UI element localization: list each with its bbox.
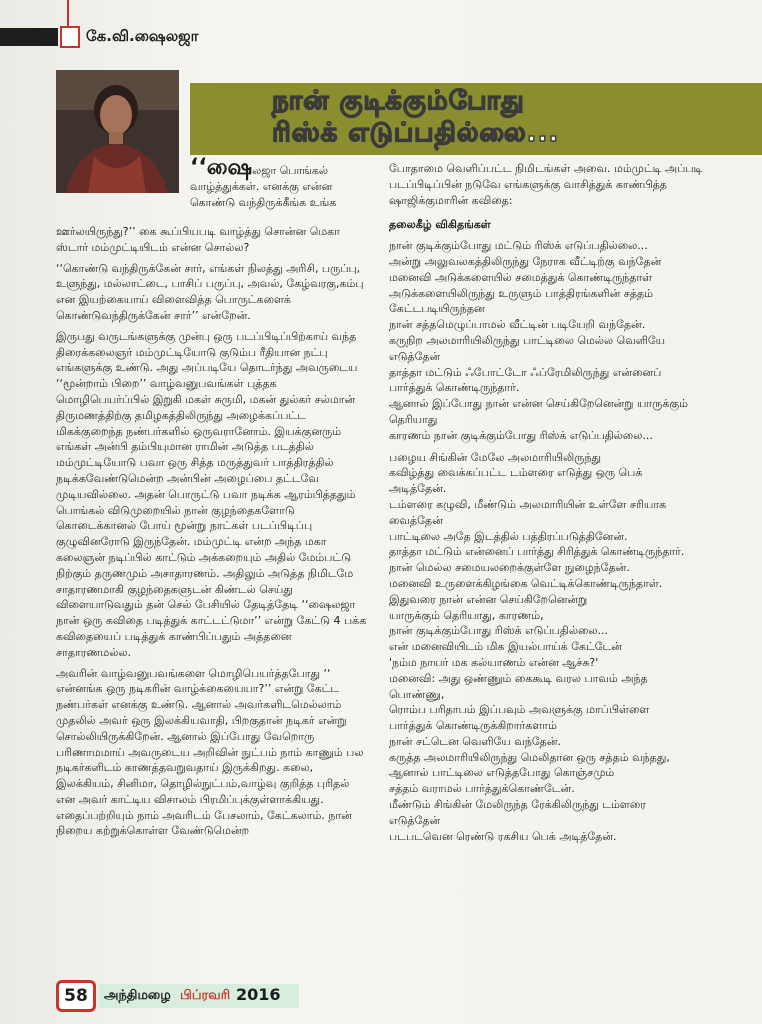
poem-line: ஆனால் பாட்டிலை எடுத்தபோது கொஞ்சமும்: [389, 766, 615, 780]
poem-line: பாட்டிலை அதே இடத்தில் பத்திரப்படுத்தினேன்.: [389, 529, 628, 543]
poem-line: கேட்டபடியிருந்தன: [389, 302, 485, 316]
poem-line: கவிழ்த்து வைக்கப்பட்ட டம்ளரை எடுத்து ஒரு பெக்: [389, 466, 643, 480]
poem-line: இதுவரை நான் என்ன செய்கிறேனென்று: [389, 592, 588, 606]
left-paragraph: ‘‘கொண்டு வந்திருக்கேன் சார், எங்கள் நிலத்து அரிசி, பருப்பு, உளுந்து, மல்லாட்டை, பாசிப் பருப்பு, அவல், கேழ்வரகு,கம்பு என இயற்கையாய் விளைவித்த பொருட்களைக் கொண்டுவந்திருக்கேன் சார்’’ என்றேன்.: [56, 261, 364, 322]
poem-line: தெரியாது: [389, 412, 438, 426]
title-line-1: நான் குடிக்கும்போது: [272, 86, 525, 116]
magazine-name: அந்திமழை: [104, 988, 171, 1003]
issue-year: 2016: [236, 985, 281, 1004]
poem-line: பழைய சிங்கின் மேலே அலமாரியிலிருந்து: [389, 450, 602, 464]
author-marker-line: [67, 0, 69, 26]
left-paragraph: இருபது வருடங்களுக்கு முன்பு ஒரு படப்பிடிப்பிற்காய் வந்த திரைக்கலைஞர் மம்முட்டியோடு குடும்ப ரீதியான நட்பு எங்களுக்கு உண்டு. அது அப்படியே தொடர்ந்து அவருடைய ‘‘மூன்றாம் பிறை’’ வாழ்வனுபவங்கள் புத்தக மொழிபெயர்ப்பில் இறுகி மகள் சுருமி, மகன் துல்கர் சல்மான் திருமணத்திற்கு தமிழகத்திலிருந்து அழைக்கப்பட்ட மிகக்குறைந்த நண்பர்களில் ஒருவரானோம். இயக்குனரும் எங்கள் அன்பி தம்பியுமான ராமின் அடுத்த படத்தில் மம்முட்டியோடு பவா ஒரு சித்த மருத்துவர் பாத்திரத்தில் நடிக்கவேண்டுமென்ற அன்பின் அழைப்பை தட்டவே முடியவில்லை. அதன் பொருட்டு பவா நடிக்க ஆரம்பித்ததும் பொங்கல் விடுமுறையில் நான் குழந்தைகளோடு கொடைக்கானல் போய் மூன்று நாட்கள் படப்பிடிப்பு குழுவினரோடு இருந்தேன். மம்முட்டி என்ற அந்த மகா கலைஞன் நடிப்பில் காட்டும் அக்கறையும் அதில் மேம்பட்டு நிற்கும் தருணமும் அசாதாரணம். அதிலும் அடுத்த நிமிடமே சாதாரணமாகி குழந்தைகளுடன் கிண்டல் செய்து விளையாடுவதும் தன் செல் பேசியில் தேடித்தேடி ‘‘ஷைலஜா நான் ஒரு கவிதை படித்துக் காட்டட்டுமா’’ என்று கேட்டு 4 பக்க கவிதையைப் படித்துக் காண்பிப்பதும் அத்தனை சாதாரணமல்ல.: [56, 329, 367, 659]
poem-line: அடுக்களையிலிருந்து உருளும் பாத்திரங்களின் சத்தம்: [389, 286, 654, 300]
poem-line: நான் சத்தமெழுப்பாமல் வீட்டின் படியேறி வந்தேன்.: [389, 318, 646, 332]
poem-line: 'நம்ம நாயர் மக கல்யாணம் என்ன ஆச்சு?': [389, 655, 599, 669]
intro-text: லஜா பொங்கல் வாழ்த்துக்கள். எனக்கு என்ன கொண்டு வந்திருக்கீங்க உங்க: [190, 164, 337, 209]
poem-line: பார்த்துக் கொண்டிருக்கிறார்களாம்: [389, 719, 557, 733]
page-number: 58: [56, 980, 96, 1012]
poem-line: எடுத்தேன்: [389, 349, 441, 363]
poem-line: டம்ளரை கழுவி, மீண்டும் அலமாரியின் உள்ளே சரியாக: [389, 497, 667, 511]
poem-line: பார்த்துக் கொண்டிருந்தார்.: [389, 381, 520, 395]
poem-line: யாருக்கும் தெரியாது, காரணம்,: [389, 608, 544, 622]
author-marker-box: [60, 26, 80, 48]
poem-line: மனைவி: அது ஒண்ணும் கைகூடி வரல பாவம் அந்த: [389, 671, 648, 685]
dropcap: ‘‘ஷை: [190, 155, 253, 180]
poem-line: நான் குடிக்கும்போது ரிஸ்க் எடுப்பதில்லை...: [389, 624, 609, 638]
poem-line: பொண்ணு,: [389, 687, 445, 701]
poem-line: நான் குடிக்கும்போது மட்டும் ரிஸ்க் எடுப்பதில்லை...: [389, 239, 648, 253]
poem-line: கருநிற அலமாரியிலிருந்து பாட்டிலை மெல்ல வெளியே: [389, 333, 666, 347]
poem-line: மீண்டும் சிங்கின் மேலிருந்த ரேக்கிலிருந்து டம்ளரை: [389, 798, 646, 812]
poem-line: காரணம் நான் குடிக்கும்போது ரிஸ்க் எடுப்பதில்லை...: [389, 428, 653, 442]
left-paragraph: அவரின் வாழ்வனுபவங்களை மொழிபெயர்த்தபோது ‘‘ என்னங்க ஒரு நடிகரின் வாழ்க்கையையா?’’ என்று கேட்ட நண்பர்கள் எனக்கு உண்டு. ஆனால் அவர்களிடமெல்லாம் முதலில் அவர் ஒரு இலக்கியவாதி, பிறகுதான் நடிகர் என்று சொல்லியிருக்கிறேன். ஆனால் இப்போது வேறொரு பரிணாமமாய் அவருடைய அறிவின் நுட்பம் நாம் காணும் பல நடிகர்களிடம் காணத்தவறுவதாய் இருக்கிறது. கலை, இலக்கியம், சினிமா, தொழில்நுட்பம்,வாழ்வு குறித்த புரிதல் என அவர் காட்டிய விசாலம் பிரமிப்புக்குள்ளாக்கியது. எதைப்பற்றியும் நாம் அவரிடம் பேசலாம், கேட்கலாம். நான் நிறைய கற்றுக்கொள்ள வேண்டுமென்ற: [56, 666, 364, 838]
poem-line: படபடவென ரெண்டு ரகசிய பெக் அடித்தேன்.: [389, 829, 617, 843]
intro-paragraph: [190, 155, 360, 210]
poem-line: சத்தம் வராமல் பார்த்துக்கொண்டேன்.: [389, 782, 575, 796]
poem-line: நான் மெல்ல சமையலறைக்குள்ளே நுழைந்தேன்.: [389, 561, 630, 575]
poem-line: ரொம்ப பரிதாபம் இப்பவும் அவளுக்கு மாப்பிள்ளை: [389, 703, 650, 717]
poem-heading: தலைகீழ் விகிதங்கள்: [389, 218, 491, 232]
author-photo: [56, 70, 179, 193]
poem-line: நான் சட்டென வெளியே வந்தேன்.: [389, 734, 562, 748]
poem-line: என் மனைவியிடம் மிக இயல்பாய்க் கேட்டேன்: [389, 640, 622, 654]
poem: [389, 238, 724, 844]
author-bar: [0, 28, 58, 46]
right-column: [389, 161, 724, 844]
poem-line: வைத்தேன்: [389, 513, 443, 527]
poem-line: ஆனால் இப்போது நான் என்ன செய்கிறேனென்று யாருக்கும்: [389, 397, 688, 411]
poem-line: கருத்த அலமாரியிலிருந்து மெலிதான ஒரு சத்தம் வந்தது,: [389, 750, 670, 764]
poem-line: அடித்தேன்.: [389, 482, 447, 496]
poem-line: எடுத்தேன்: [389, 813, 441, 827]
poem-line: அன்று அலுவலகத்திலிருந்து நேராக வீட்டிற்கு வந்தேன்: [389, 254, 662, 268]
issue-month: பிப்ரவரி: [180, 988, 231, 1003]
right-intro-paragraph: போதாமை வெளிப்பட்ட நிமிடங்கள் அவை. மம்முட்டி அப்படி படப்பிடிப்பின் நடுவே எங்களுக்கு வாசித்துக் காண்பித்த ஷாஜிக்குமாரின் கவிதை:: [389, 162, 703, 207]
poem-line: மனைவி உருளைக்கிழங்கை வெட்டிக்கொண்டிருந்தாள்.: [389, 576, 663, 590]
poem-line: தாத்தா மட்டும் என்னைப் பார்த்து சிரித்துக் கொண்டிருந்தார்.: [389, 545, 685, 559]
author-name: கே.வி.ஷைலஜா: [86, 27, 199, 45]
title-line-2: ரிஸ்க் எடுப்பதில்லை...: [272, 118, 560, 148]
poem-line: தாத்தா மட்டும் ஃபோட்டோ ஃப்ரேமிலிருந்து என்னைப்: [389, 365, 662, 379]
poem-line: மனைவி அடுக்களையில் சமைத்துக் கொண்டிருந்தாள்: [389, 270, 653, 284]
left-paragraph: ஊர்லயிருந்து?’’ கை கூப்பியபடி வாழ்த்து சொன்ன மெகா ஸ்டார் மம்முட்டியிடம் என்ன சொல்ல?: [56, 225, 340, 254]
left-column: [56, 224, 368, 844]
